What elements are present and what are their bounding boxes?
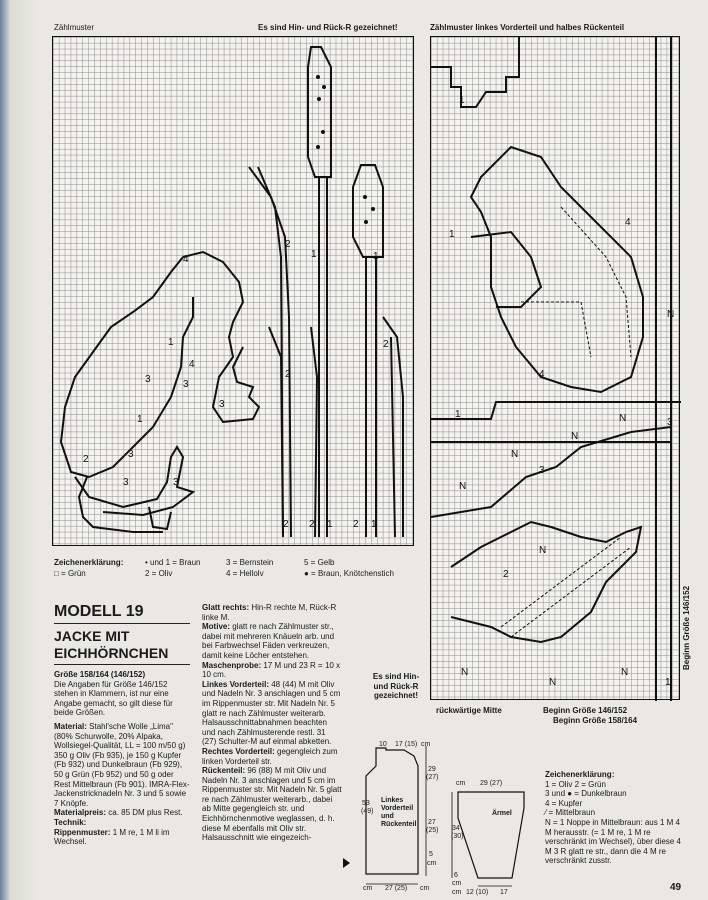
front-left-dim: 53 (362, 800, 370, 807)
left-chart-note: Es sind Hin- und Rück-R gezeichnet! (258, 23, 398, 32)
sleeve-left-dim: 6 (454, 872, 458, 879)
svg-text:N: N (549, 677, 557, 688)
beginn-146-label: Beginn Größe 146/152 (543, 706, 628, 715)
right-legend-line: N = 1 Noppe in Mittelbraun: aus 1 M 4 M herausstr. (= 1 M re, 1 M re verschränkt im Wechsel), über diese 4 M 3 R glatt re str., dann die 4 M re verschränkt zusstr. (545, 817, 681, 866)
svg-text:2: 2 (353, 519, 359, 530)
col1-paragraph: Technik: (54, 817, 87, 827)
left-legend-item: 2 = Oliv (145, 569, 173, 578)
col1-paragraph: Material: Stahl'sche Wolle „Lima" (80% Schurwolle, 20% Alpaka, Wollsiegel-Qualität, LL = 100 m/50 g) 350 g Oliv (Fb 935), je 150 g Kupfer (Fb 932) und Dunkelbraun (Fb 929), 50 g Grün (Fb 952) und 50 g oder Rest Mittelbraun (Fb 901). IMRA-Flex-Jackenstricknadeln Nr. 3 und 5 sowie 7 Knöpfe. (54, 721, 190, 808)
svg-text:N: N (619, 413, 627, 424)
sleeve-bottom-dim: 17 (500, 889, 508, 896)
left-chart-title: Zählmuster (54, 23, 95, 32)
diagram-note: Es sind Hin- und Rück-R gezeichnet! (372, 672, 420, 701)
svg-text:1: 1 (137, 414, 143, 425)
right-legend-line: ⁄ = Mittelbraun (545, 808, 596, 818)
col1-paragraph: Rippenmuster: 1 M re, 1 M li im Wechsel. (54, 827, 170, 847)
heading-rule (54, 664, 190, 665)
right-legend-line: 4 = Kupfer (545, 798, 583, 808)
svg-text:1: 1 (311, 249, 317, 260)
svg-text:1: 1 (449, 229, 455, 240)
svg-text:4: 4 (625, 217, 631, 228)
svg-text:1: 1 (455, 409, 461, 420)
front-top-dim: cm (421, 741, 431, 748)
right-legend-line: 1 = Oliv 2 = Grün (545, 779, 606, 789)
svg-text:3: 3 (123, 477, 129, 488)
right-legend (545, 770, 685, 866)
svg-text:3: 3 (183, 379, 189, 390)
svg-text:1: 1 (373, 251, 379, 262)
front-right-dim: (25) (426, 827, 439, 834)
svg-text:N: N (459, 481, 467, 492)
right-side-label: Beginn Größe 146/152 (682, 585, 691, 670)
right-chart-title: Zählmuster linkes Vorderteil und halbes Rückenteil (430, 23, 625, 32)
svg-text:3: 3 (667, 417, 673, 428)
left-legend-title: Zeichenerklärung: (54, 558, 124, 567)
svg-text:1: 1 (459, 95, 465, 106)
col2-paragraph: Linkes Vorderteil: 48 (44) M mit Oliv und Nadeln Nr. 3 anschlagen und 5 cm im Rippenmuster str. Mit Nadeln Nr. 5 glatt re nach Zählmuster weiterarb. Halsausschnittabnahmen beachten und nach Zählmusterende restl. 31 (27) Schulter-M auf einmal abketten. (202, 679, 341, 747)
page-number: 49 (670, 882, 682, 893)
svg-text:2: 2 (285, 369, 291, 380)
svg-text:N: N (621, 667, 629, 678)
sleeve-left-dim: 34 (452, 825, 460, 832)
svg-text:2: 2 (309, 519, 315, 530)
continue-arrow-icon (343, 858, 350, 868)
front-bottom-dim: 27 (25) (385, 885, 408, 892)
col2-paragraph: Motive: glatt re nach Zählmuster str., dabei mit mehreren Knäueln arb. und bei Farbwechsel Fäden verkreuzen, damit keine Löcher entstehen. (202, 622, 335, 660)
front-bottom-dim: cm (420, 885, 430, 892)
svg-text:N: N (511, 449, 519, 460)
front-right-dim: 27 (428, 819, 436, 826)
front-right-dim: 5 (429, 851, 433, 858)
col1-paragraph: Materialpreis: ca. 85 DM plus Rest. (54, 808, 183, 818)
left-legend-item: 4 = Hellolv (226, 569, 264, 578)
front-top-dim: 10 (379, 741, 387, 748)
right-stitch-chart (430, 36, 680, 700)
front-right-dim: 29 (428, 766, 436, 773)
sleeve-top-dim: cm (456, 780, 466, 787)
sleeve-bottom-dim: cm (452, 889, 462, 896)
svg-text:N: N (539, 545, 547, 556)
svg-text:3: 3 (145, 374, 151, 385)
svg-text:1: 1 (168, 337, 174, 348)
instruction-column-2 (202, 603, 342, 843)
sleeve-label: Ärmel (492, 810, 512, 817)
svg-text:4: 4 (539, 369, 545, 380)
svg-text:2: 2 (383, 339, 389, 350)
modell-subheading-2: EICHHÖRNCHEN (54, 645, 169, 661)
svg-text:2: 2 (285, 239, 291, 250)
svg-text:2: 2 (283, 519, 289, 530)
modell-heading: MODELL 19 (54, 603, 144, 620)
squirrel-cattail-motif (53, 37, 415, 547)
left-stitch-chart (52, 36, 414, 546)
svg-text:4: 4 (189, 359, 195, 370)
rueckwaertige-mitte-label: rückwärtige Mitte (436, 706, 502, 715)
left-legend-item: • und 1 = Braun (145, 558, 201, 567)
beginn-158-label: Beginn Größe 158/164 (553, 716, 638, 725)
modell-subheading-1: JACKE MIT (54, 628, 130, 644)
front-left-dim: (49) (361, 808, 374, 815)
right-legend-title: Zeichenerklärung: (545, 770, 615, 779)
col2-paragraph: Maschenprobe: 17 M und 23 R = 10 x 10 cm. (202, 660, 341, 680)
svg-text:N: N (667, 309, 675, 320)
col2-paragraph: Rückenteil: 96 (88) M mit Oliv und Nadeln Nr. 3 anschlagen und 5 cm im Rippenmuster str. Mit Nadeln Nr. 5 glatt re nach Zählmuster weiterarb., dabei ab Mitte gegengleich str. und Eichhörnchenmotive weglassen, d. h. diese M ebenfalls mit Oliv str. Halsausschnitt wie eingezeich- (202, 766, 342, 843)
right-legend-line: 3 und ● = Dunkelbraun (545, 789, 627, 799)
binding-edge (0, 0, 36, 900)
svg-text:3: 3 (219, 399, 225, 410)
sleeve-top-dim: 29 (27) (480, 780, 503, 787)
svg-text:2: 2 (83, 454, 89, 465)
sleeve-bottom-dim: 12 (10) (466, 889, 489, 896)
sleeve-left-dim: cm (452, 880, 462, 887)
front-piece-label: Linkes Vorderteil und Rückenteil (381, 797, 417, 828)
col1-paragraph: Die Angaben für Größe 146/152 stehen in Klammern, ist nur eine Angabe gemacht, so gilt diese für beide Größen. (54, 679, 173, 718)
svg-text:3: 3 (173, 477, 179, 488)
svg-text:2: 2 (503, 569, 509, 580)
instruction-column-1 (54, 670, 190, 847)
left-legend-item: 3 = Bernstein (226, 558, 274, 567)
left-legend-item: □ = Grün (54, 569, 86, 578)
col2-paragraph: Glatt rechts: Hin-R rechte M, Rück-R linke M. (202, 603, 337, 622)
svg-text:1: 1 (371, 519, 377, 530)
left-legend-item: ● = Braun, Knötchenstich (304, 569, 394, 578)
front-bottom-dim: cm (363, 885, 373, 892)
heading-rule (54, 623, 190, 624)
svg-text:4: 4 (183, 254, 189, 265)
col2-paragraph: Rechtes Vorderteil: gegengleich zum linken Vorderteil str. (202, 746, 338, 766)
svg-text:3: 3 (128, 449, 134, 460)
col1-paragraph: Größe 158/164 (146/152) (54, 670, 146, 679)
front-top-dim: 17 (15) (395, 741, 418, 748)
sleeve-left-dim: (30) (451, 833, 464, 840)
svg-text:1: 1 (327, 519, 333, 530)
left-legend-item: 5 = Gelb (304, 558, 335, 567)
front-right-dim: (27) (426, 774, 439, 781)
squirrel-leaf-motif (431, 37, 681, 701)
front-right-dim: cm (427, 860, 437, 867)
svg-text:N: N (461, 667, 469, 678)
svg-text:1: 1 (665, 677, 671, 688)
svg-text:N: N (571, 431, 579, 442)
svg-text:3: 3 (539, 465, 545, 476)
